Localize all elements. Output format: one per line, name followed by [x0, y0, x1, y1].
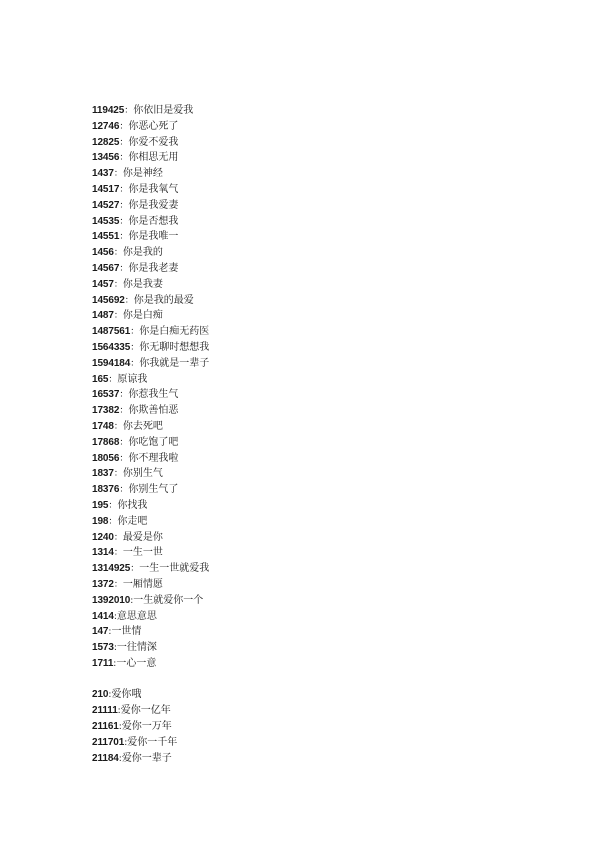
code-separator: : [113, 643, 117, 654]
code-meaning: 你欺善怕恶 [128, 405, 179, 417]
code-number: 195 [92, 499, 109, 511]
code-number: 13456 [92, 152, 120, 164]
code-meaning: 爱你一亿年 [120, 705, 171, 717]
list-item [92, 387, 209, 403]
list-item [92, 561, 209, 577]
list-item [92, 498, 209, 514]
code-meaning: 你是我老妻 [128, 262, 179, 274]
code-number: 147 [92, 626, 109, 638]
code-separator: : [118, 753, 122, 764]
code-meaning: 你是我的最爱 [133, 294, 194, 306]
code-separator: ： [113, 169, 123, 180]
list-item [92, 514, 209, 530]
code-meaning: 你是白痴无药医 [139, 326, 210, 338]
code-separator: : [108, 627, 112, 638]
code-number: 17382 [92, 405, 120, 417]
list-item [92, 214, 209, 230]
list-item [92, 435, 209, 451]
list-item [92, 577, 209, 593]
code-meaning: 你依旧是爱我 [133, 105, 194, 116]
code-number: 14551 [92, 231, 120, 243]
code-meaning: 一生一世 [122, 547, 163, 559]
code-meaning: 一生就爱你一个 [133, 594, 204, 606]
code-meaning: 你别生气了 [128, 484, 179, 496]
code-number: 18376 [92, 484, 120, 496]
code-separator: ： [113, 469, 123, 480]
code-meaning: 你是否想我 [128, 215, 179, 227]
list-item [92, 324, 209, 340]
code-separator: ： [113, 279, 123, 290]
code-meaning: 你我就是一辈子 [139, 357, 210, 369]
code-meaning: 意思意思 [116, 610, 157, 622]
code-separator: ： [113, 579, 123, 590]
list-item [92, 640, 209, 656]
code-meaning: 你吃饱了吧 [128, 436, 179, 448]
code-meaning: 爱你哦 [111, 689, 142, 701]
list-item [92, 103, 209, 119]
code-number: 21111 [92, 705, 118, 717]
list-item [92, 545, 209, 561]
code-meaning: 爱你一辈子 [121, 752, 172, 764]
list-item [92, 703, 209, 719]
list-item [92, 719, 209, 735]
code-number: 145692 [92, 294, 125, 306]
code-number: 1711 [92, 657, 114, 669]
code-number: 1487561 [92, 326, 131, 338]
code-separator: : [130, 595, 134, 606]
code-separator: ： [113, 548, 123, 559]
code-number: 1837 [92, 468, 114, 480]
code-separator: : [124, 737, 128, 748]
code-meaning: 你找我 [117, 499, 148, 511]
list-item [92, 482, 209, 498]
code-number: 1456 [92, 247, 114, 259]
code-meaning: 你是神经 [122, 168, 163, 180]
list-item [92, 293, 209, 309]
list-item [92, 245, 209, 261]
list-item [92, 182, 209, 198]
code-meaning: 原谅我 [117, 373, 148, 385]
code-meaning: 你别生气 [122, 468, 163, 480]
code-number: 1314 [92, 547, 114, 559]
code-number: 14527 [92, 199, 120, 211]
code-separator: ： [119, 153, 129, 164]
code-number: 1414 [92, 610, 114, 622]
code-number: 1748 [92, 420, 114, 432]
code-meaning: 你无聊时想想我 [139, 341, 210, 353]
code-number: 1240 [92, 531, 114, 543]
code-meaning: 爱你一千年 [127, 736, 178, 748]
code-meaning: 你走吧 [117, 515, 148, 527]
list-item [92, 308, 209, 324]
list-item [92, 135, 209, 151]
code-number: 1564335 [92, 341, 131, 353]
code-number: 18056 [92, 452, 120, 464]
code-number: 210 [92, 689, 109, 701]
list-item [92, 119, 209, 135]
code-separator: ： [108, 516, 118, 527]
code-number: 12746 [92, 120, 120, 132]
code-separator: ： [113, 421, 123, 432]
code-number: 198 [92, 515, 109, 527]
code-number: 21184 [92, 752, 119, 764]
code-number: 1487 [92, 310, 114, 322]
code-meaning: 你是我爱妻 [128, 199, 179, 211]
code-number: 1457 [92, 278, 114, 290]
code-separator: ： [124, 295, 134, 306]
code-number: 14567 [92, 262, 120, 274]
code-number: 1573 [92, 642, 114, 654]
code-meaning: 你不理我啦 [128, 452, 179, 464]
code-meaning: 你爱不爱我 [128, 136, 179, 148]
code-meaning: 你相思无用 [128, 152, 179, 164]
code-separator: ： [130, 327, 140, 338]
code-meaning: 你惹我生气 [128, 389, 179, 401]
code-meaning: 你去死吧 [122, 420, 163, 432]
list-item [92, 356, 209, 372]
list-item [92, 340, 209, 356]
code-number: 1594184 [92, 357, 131, 369]
code-separator: ： [119, 437, 129, 448]
code-meaning: 一心一意 [116, 657, 157, 669]
code-separator: ： [113, 532, 123, 543]
code-separator: ： [119, 485, 129, 496]
code-number: 14535 [92, 215, 120, 227]
code-separator: ： [119, 406, 129, 417]
list-item [92, 403, 209, 419]
code-number: 21161 [92, 721, 119, 733]
code-separator: : [117, 706, 121, 717]
list-item [92, 419, 209, 435]
code-separator: ： [119, 232, 129, 243]
list-item [92, 593, 209, 609]
code-separator: ： [119, 453, 129, 464]
code-number: 17868 [92, 436, 120, 448]
code-meaning-list [92, 103, 209, 766]
list-item [92, 277, 209, 293]
list-item [92, 372, 209, 388]
code-meaning: 你恶心死了 [128, 120, 179, 132]
code-separator: : [118, 722, 122, 733]
code-separator: ： [108, 500, 118, 511]
code-separator: ： [119, 200, 129, 211]
code-number: 1437 [92, 168, 114, 180]
list-item [92, 687, 209, 703]
list-item [92, 229, 209, 245]
list-item [92, 261, 209, 277]
code-number: 12825 [92, 136, 120, 148]
code-separator: : [113, 611, 117, 622]
code-meaning: 一世情 [111, 626, 142, 638]
code-meaning: 你是我的 [122, 247, 163, 259]
code-number: 1314925 [92, 563, 131, 575]
code-separator: : [108, 690, 112, 701]
code-separator: : [113, 658, 117, 669]
code-meaning: 一生一世就爱我 [139, 563, 210, 575]
list-item [92, 656, 209, 672]
code-meaning: 你是我唯一 [128, 231, 179, 243]
section-gap [92, 672, 209, 688]
list-item [92, 530, 209, 546]
code-separator: ： [113, 248, 123, 259]
list-item [92, 198, 209, 214]
code-separator: ： [119, 390, 129, 401]
code-separator: ： [119, 216, 129, 227]
code-separator: ： [130, 342, 140, 353]
list-item [92, 466, 209, 482]
code-separator: ： [119, 263, 129, 274]
code-separator: ： [130, 358, 140, 369]
code-separator: ： [113, 311, 123, 322]
code-meaning: 你是白痴 [122, 310, 163, 322]
code-number: 211701 [92, 736, 125, 748]
code-number: 14517 [92, 183, 120, 195]
code-separator: ： [119, 184, 129, 195]
code-meaning: 爱你一万年 [121, 721, 172, 733]
list-item [92, 735, 209, 751]
code-meaning: 你是我妻 [122, 278, 163, 290]
code-meaning: 你是我氧气 [128, 183, 179, 195]
list-item [92, 624, 209, 640]
code-number: 119425 [92, 105, 125, 116]
code-meaning: 最爱是你 [122, 531, 163, 543]
code-meaning: 一往情深 [116, 642, 157, 654]
code-separator: ： [124, 106, 134, 116]
code-separator: ： [130, 564, 140, 575]
code-separator: ： [119, 137, 129, 148]
list-item [92, 751, 209, 767]
code-number: 16537 [92, 389, 120, 401]
code-number: 1392010 [92, 594, 131, 606]
list-item [92, 166, 209, 182]
list-item [92, 609, 209, 625]
code-number: 165 [92, 373, 109, 385]
code-separator: ： [119, 121, 129, 132]
code-separator: ： [108, 374, 118, 385]
list-item [92, 150, 209, 166]
code-number: 1372 [92, 578, 114, 590]
code-meaning: 一厢情愿 [122, 578, 163, 590]
list-item [92, 451, 209, 467]
